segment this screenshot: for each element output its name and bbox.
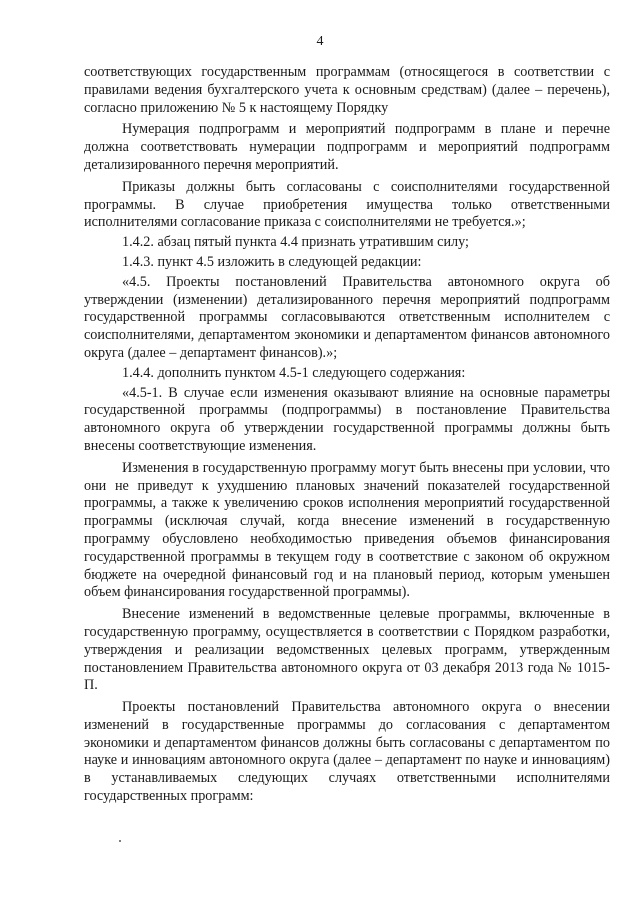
paragraph-item-1-4-4: 1.4.4. дополнить пунктом 4.5-1 следующего содержания: [122, 364, 466, 381]
paragraph-clause-4-5: «4.5. Проекты постановлений Правительства автономного округа об утверждении (изменении) детализированного перечня мероприятий подпрограмм государственной программы согласовываются ответственным исполнителем с соисполнителями, департаментом экономики и департаментом финансов автономного округа (далее – департамент финансов).»; [84, 273, 610, 361]
paragraph-clause-4-5-1: «4.5-1. В случае если изменения оказывают влияние на основные параметры государственной программы (подпрограммы) в постановление Правительства автономного округа об утверждении государственной программы должны быть внесены соответствующие изменения. [84, 384, 610, 454]
paragraph-numbering: Нумерация подпрограмм и мероприятий подпрограмм в плане и перечне должна соответствовать нумерации подпрограмм и мероприятий подпрограмм детализированного перечня мероприятий. [84, 121, 610, 173]
paragraph-changes-conditions: Изменения в государственную программу могут быть внесены при условии, что они не приведут к ухудшению плановых значений показателей государственной программы, а также к увеличению сроков исполнения мероприятий государственной программы (исключая случай, когда внесение изменений в государственную программу обусловлено необходимостью приведения объемов финансирования государственной программы в текущем году в соответствие с законом об окружном бюджете на очередной финансовый год и на плановый период, которым уменьшен объем финансирования государственной программы). [84, 459, 610, 601]
document-body [84, 64, 610, 806]
paragraph-orders: Приказы должны быть согласованы с соисполнителями государственной программы. В случае приобретения имущества только ответственными исполнителями согласование приказа с соисполнителями не требуется.»; [84, 178, 610, 231]
paragraph-continuation: соответствующих государственным программам (относящегося в соответствии с правилами ведения бухгалтерского учета к основным средствам) (далее – перечень), согласно приложению № 5 к настоящему Порядку [84, 64, 610, 116]
scan-artifact-dot [119, 840, 121, 842]
paragraph-departmental-programs: Внесение изменений в ведомственные целевые программы, включенные в государственную программу, осуществляется в соответствии с Порядком разработки, утверждения и реализации ведомственных целевых программ, утвержденным постановлением Правительства автономного округа от 03 декабря 2013 года № 1015-П. [84, 606, 610, 694]
page-number: 4 [316, 34, 324, 49]
paragraph-draft-resolutions: Проекты постановлений Правительства автономного округа о внесении изменений в государственные программы до согласования с департаментом экономики и департаментом финансов должны быть согласованы с департаментом по науке и инновациям автономного округа (далее – департамент по науке и инновациям) в устанавливаемых следующих случаях ответственными исполнителями государственных программ: [84, 699, 610, 805]
paragraph-item-1-4-3: 1.4.3. пункт 4.5 изложить в следующей редакции: [122, 253, 422, 270]
paragraph-item-1-4-2: 1.4.2. абзац пятый пункта 4.4 признать утратившим силу; [122, 234, 469, 251]
